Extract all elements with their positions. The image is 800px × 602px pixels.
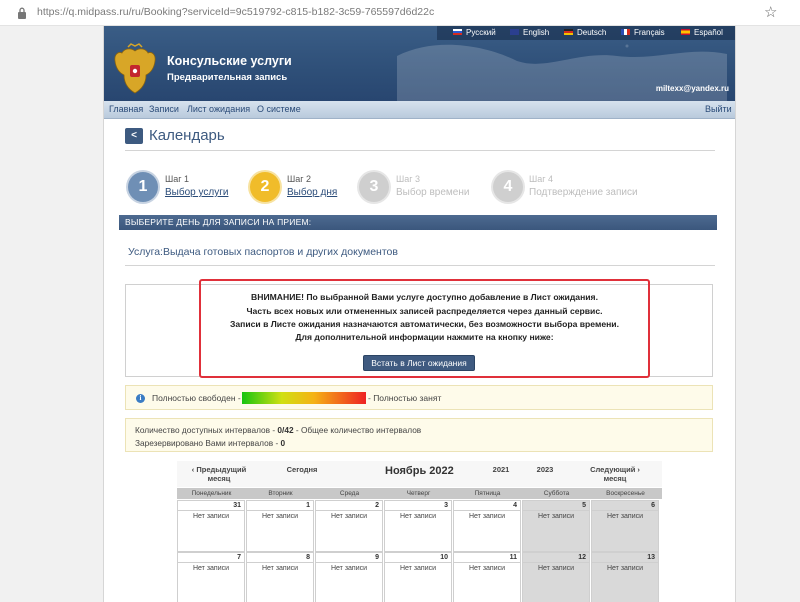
legend-free-label: Полностью свободен - [152, 393, 241, 403]
calendar-day-cell[interactable] [591, 552, 659, 602]
notice-line: Для дополнительной информации нажмите на кнопку ниже: [295, 332, 554, 342]
prev-month-link[interactable]: ‹ Предыдущий месяц [191, 465, 247, 483]
day-number: 10 [440, 554, 448, 561]
nav-logout[interactable]: Выйти [705, 104, 732, 114]
day-status: Нет записи [537, 565, 575, 572]
calendar-day-cell[interactable] [246, 552, 314, 602]
weekday-label: Вторник [268, 490, 293, 497]
reserved-value: 0 [280, 438, 286, 448]
calendar-day-cell[interactable] [453, 552, 521, 602]
lang-spanish[interactable] [681, 28, 723, 37]
day-number: 6 [651, 502, 655, 509]
coat-of-arms-icon [112, 43, 158, 95]
day-number-bar [247, 553, 313, 563]
step-number: 1 [128, 172, 158, 202]
step-label: Шаг 3 [396, 174, 421, 184]
lang-english[interactable] [510, 28, 549, 37]
nav-home[interactable]: Главная [109, 104, 144, 114]
day-number: 8 [306, 554, 310, 561]
day-status: Нет записи [261, 565, 299, 572]
day-number: 9 [375, 554, 379, 561]
info-icon: i [136, 394, 145, 403]
flag-fr-icon [621, 29, 630, 35]
day-number-bar [523, 501, 589, 511]
bookmark-star-icon[interactable]: ☆ [764, 4, 778, 21]
day-status: Нет записи [261, 513, 299, 520]
day-status: Нет записи [330, 513, 368, 520]
day-number-bar [592, 501, 658, 511]
flag-uk-icon [510, 29, 519, 35]
notice-line: Часть всех новых или отмененных записей распределяется через данный сервис. [246, 306, 603, 316]
calendar-day-cell[interactable] [453, 500, 521, 552]
step-name: Подтверждение записи [529, 187, 638, 198]
day-number-bar [247, 501, 313, 511]
calendar-day-cell[interactable] [246, 500, 314, 552]
page-frame [103, 26, 736, 602]
day-number: 11 [509, 554, 517, 561]
calendar-day-cell[interactable] [315, 552, 383, 602]
user-email: miltexx@yandex.ru [655, 84, 729, 93]
site-subtitle: Предварительная запись [167, 72, 288, 83]
calendar-day-cell[interactable] [177, 552, 245, 602]
day-number-bar [316, 501, 382, 511]
available-value: 0/42 [277, 425, 294, 435]
site-header [104, 26, 736, 101]
day-status: Нет записи [606, 513, 644, 520]
weekday-label: Понедельник [191, 490, 232, 497]
reserved-label: Зарезервировано Вами интервалов - [135, 438, 279, 448]
step-name: Выбор времени [396, 187, 470, 198]
calendar-day-cell[interactable] [384, 552, 452, 602]
day-number-bar [454, 501, 520, 511]
step-name: Выбор дня [287, 187, 338, 198]
day-status: Нет записи [537, 513, 575, 520]
lang-label: English [523, 28, 550, 37]
interval-counts [125, 418, 713, 452]
notice-line: Записи в Листе ожидания назначаются автоматически, без возможности выбора времени. [230, 319, 619, 329]
day-number: 12 [578, 554, 586, 561]
site-title: Консульские услуги [167, 54, 292, 68]
section-header-text: ВЫБЕРИТЕ ДЕНЬ ДЛЯ ЗАПИСИ НА ПРИЕМ: [125, 217, 312, 227]
availability-legend [125, 385, 713, 410]
day-number: 1 [306, 502, 310, 509]
nav-about[interactable]: О системе [257, 104, 301, 114]
prev-year-link[interactable]: 2021 [492, 465, 510, 474]
lang-german[interactable] [564, 28, 606, 37]
section-header [119, 215, 717, 230]
flag-de-icon [564, 29, 573, 35]
lang-label: Español [694, 28, 723, 37]
day-status: Нет записи [468, 513, 506, 520]
today-link[interactable]: Сегодня [286, 465, 318, 474]
nav-records[interactable]: Записи [149, 104, 179, 114]
calendar-day-cell[interactable] [384, 500, 452, 552]
back-button[interactable]: < [125, 128, 143, 144]
page-title: Календарь [149, 127, 225, 144]
day-status: Нет записи [399, 513, 437, 520]
calendar [177, 461, 662, 602]
day-status: Нет записи [399, 565, 437, 572]
step-label: Шаг 2 [287, 174, 312, 184]
weekday-label: Среда [339, 490, 360, 497]
weekday-label: Пятница [474, 490, 501, 497]
step-label: Шаг 4 [529, 174, 554, 184]
day-status: Нет записи [468, 565, 506, 572]
join-waitlist-button[interactable]: Встать в Лист ожидания [363, 355, 475, 371]
legend-busy-label: - Полностью занят [368, 393, 442, 403]
day-number: 13 [647, 554, 655, 561]
availability-gradient [242, 392, 366, 404]
notice-line: ВНИМАНИЕ! По выбранной Вами услуге доступно добавление в Лист ожидания. [251, 292, 598, 302]
day-number: 2 [375, 502, 379, 509]
available-suffix: - Общее количество интервалов [295, 425, 422, 435]
next-year-link[interactable]: 2023 [536, 465, 554, 474]
main-nav [104, 101, 736, 119]
step-name: Выбор услуги [165, 187, 229, 198]
weekday-label: Четверг [406, 490, 431, 497]
next-month-link[interactable]: Следующий › месяц [590, 465, 640, 483]
day-number: 7 [237, 554, 241, 561]
day-status: Нет записи [330, 565, 368, 572]
weekday-header [177, 488, 662, 499]
flag-es-icon [681, 29, 690, 35]
day-status: Нет записи [606, 565, 644, 572]
step-number: 2 [250, 172, 280, 202]
day-number: 31 [233, 502, 241, 509]
flag-ru-icon [453, 29, 462, 35]
step-number: 3 [359, 172, 389, 202]
address-url[interactable]: https://q.midpass.ru/ru/Booking?serviceId=9c519792-c815-b182-3c59-765597d6d22c [37, 6, 435, 18]
calendar-day-cell[interactable] [177, 500, 245, 552]
available-intervals [135, 425, 421, 435]
divider [125, 150, 715, 151]
current-month: Ноябрь 2022 [385, 465, 454, 477]
step-number: 4 [493, 172, 523, 202]
lang-label: Русский [466, 28, 496, 37]
lang-label: Français [634, 28, 665, 37]
calendar-day-cell[interactable] [591, 500, 659, 552]
available-label: Количество доступных интервалов - [135, 425, 276, 435]
day-number-bar [385, 501, 451, 511]
day-number: 4 [513, 502, 517, 509]
day-number-bar [316, 553, 382, 563]
lang-french[interactable] [621, 28, 665, 37]
step-label: Шаг 1 [165, 174, 190, 184]
service-name: Услуга:Выдача готовых паспортов и других документов [128, 246, 398, 258]
lang-label: Deutsch [577, 28, 607, 37]
reserved-intervals [135, 438, 285, 448]
day-status: Нет записи [192, 513, 230, 520]
calendar-day-cell[interactable] [315, 500, 383, 552]
browser-address-bar[interactable] [0, 0, 800, 26]
weekday-label: Суббота [543, 490, 570, 497]
weekday-label: Воскресенье [606, 490, 645, 497]
day-number: 3 [444, 502, 448, 509]
divider [125, 265, 715, 266]
calendar-header [177, 461, 662, 487]
calendar-day-cell[interactable] [522, 552, 590, 602]
day-status: Нет записи [192, 565, 230, 572]
nav-waitlist[interactable]: Лист ожидания [187, 104, 251, 114]
day-number: 5 [582, 502, 586, 509]
day-number-bar [178, 553, 244, 563]
lang-russian[interactable] [453, 28, 496, 37]
calendar-day-cell[interactable] [522, 500, 590, 552]
lock-icon [17, 7, 27, 19]
